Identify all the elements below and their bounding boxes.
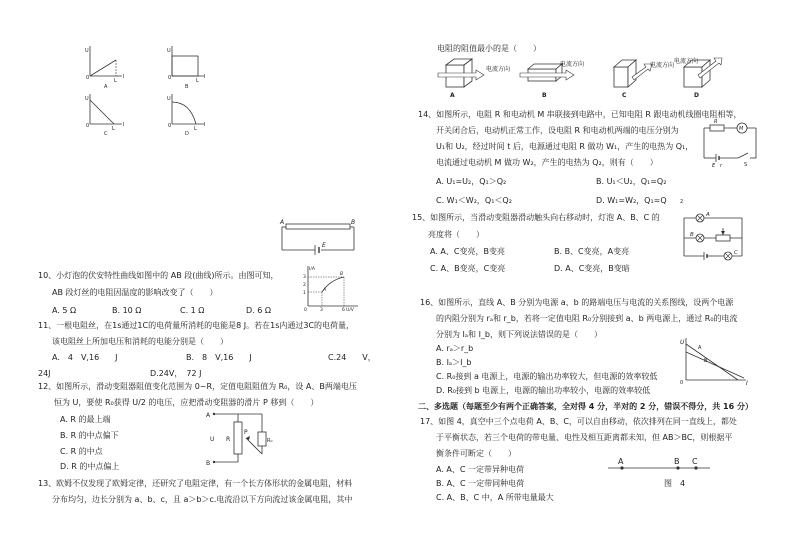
q10-graph-xtick-6: 6: [342, 308, 345, 312]
block-option-d: [674, 57, 722, 99]
q16-fig-i: I: [746, 380, 748, 386]
panel-d-o: 0: [168, 123, 172, 129]
q13-line1: 13、欧姆不仅发现了欧姆定律，还研究了电阻定律，有一个长方体形状的金属电阻，材料: [38, 479, 353, 488]
q17-line2: 于平衡状态，若三个电荷的带电量、电性及相互距离都未知，但 AB＞BC，则根据平: [436, 433, 733, 442]
q12-fig-r: R: [226, 436, 231, 443]
panel-d-x: I: [204, 122, 206, 128]
block-option-a: [438, 59, 510, 99]
q12-fig-a: A: [206, 412, 211, 419]
q16-line1: 16、如图所示，直线 A、B 分别为电源 a、b 的路端电压与电流的关系图线，设两个电源: [420, 298, 734, 307]
q15-opt-d: D. A、C变亮，B变暗: [554, 264, 630, 273]
q10-graph-o: 0: [304, 308, 307, 312]
q12-line1: 12、如图所示，滑动变阻器阻值变化范围为 0~R，定值电阻阻值为 R₀，设 A、B两端电压: [38, 382, 357, 391]
q17-fig-c: C: [692, 457, 698, 466]
q13-line2: 分布均匀，边长分别为 a、b、c，且 a＞b＞c.电流沿以下方向流过该金属电阻，其中: [52, 495, 353, 504]
q11-opt-c-cont: 24J: [38, 369, 51, 378]
q10-graph-ytick-3: 3: [303, 275, 306, 280]
q16-opt-d: D. R₀接到 b 电源上，电源的输出功率较小，电源的效率较低: [436, 386, 651, 395]
block-a-label: A: [450, 92, 455, 99]
q10-opt-b: B. 10 Ω: [112, 306, 142, 315]
q10-graph-ytick-2: 2: [303, 283, 306, 288]
q17-charges-figure: [604, 456, 714, 492]
tube-label-a: A: [280, 219, 285, 226]
q13-cont: 电阻的阻值最小的是（ ）: [437, 44, 541, 53]
q14-opt-d-sub: 2: [680, 199, 684, 205]
q16-ui-graph: [676, 334, 752, 386]
q15-line2: 亮度将（ ）: [428, 230, 484, 239]
q15-opt-b: B. B、C变亮，A变亮: [554, 247, 630, 256]
block-b-arrow: 电流方向: [560, 61, 585, 68]
panel-b-cap: B: [185, 84, 189, 90]
q14-line2: 开关闭合后，电动机正常工作，设电阻 R 和电动机两端的电压分别为: [436, 126, 679, 135]
q14-opt-a: A. U₁=U₂，Q₁＞Q₂: [436, 177, 507, 186]
q12-fig-r0: R₀: [267, 438, 273, 444]
q10-opt-c: C. 1 Ω: [180, 306, 205, 315]
q14-fig-e: E: [712, 163, 716, 168]
q17-opt-b: B. A、C 一定带同种电荷: [436, 479, 525, 488]
q12-rheostat-figure: [204, 408, 276, 468]
q17-fig-caption: 图 4: [664, 479, 686, 488]
panel-c-cap: C: [104, 131, 108, 137]
q12-fig-u: U: [210, 436, 215, 443]
block-b-label: B: [542, 92, 547, 99]
q12-opt-d: D. R 的中点偏上: [60, 462, 120, 471]
section-multiple-choice-heading: 二、多选题（每题至少有两个正确答案，全对得 4 分，半对的 2 分，错误不得分，共 16 分）: [418, 402, 753, 411]
q14-line4: 电流通过电动机 M 做功 W₂，产生的电热为 Q₂，则有（ ）: [436, 158, 658, 167]
q15-circuit-figure: [676, 210, 752, 266]
panel-c-x: I: [123, 122, 125, 128]
panel-a-o: 0: [86, 75, 90, 81]
q16-opt-a: A. rₐ＞r_b: [436, 344, 474, 353]
q12-opt-b: B. R 的中点偏下: [60, 431, 119, 440]
q14-opt-b: B. U₁＜U₂，Q₁=Q₂: [596, 177, 667, 186]
tube-label-e: E: [322, 242, 326, 249]
q17-line1: 17、如图 4，真空中三个点电荷 A、B、C，可以自由移动，依次排列在同一直线上，都处: [420, 417, 737, 426]
q10-line1: 10、小灯泡的伏安特性曲线如图中的 AB 段(曲线)所示。由图可知，: [38, 271, 279, 280]
graph-panel-a: [85, 46, 124, 90]
tube-circuit-figure: [278, 218, 360, 258]
graph-panel-c: [85, 94, 124, 137]
block-d-arrow: 电流方向: [674, 58, 699, 65]
panel-a-cap: A: [104, 84, 108, 90]
q14-fig-r: R: [714, 119, 718, 125]
q14-line3: U₁和 U₂，经过时间 t 后，电源通过电阻 R 做功 W₁，产生的电热为 Q₁，: [436, 142, 694, 151]
q11-opt-c: C.24 V，: [328, 353, 376, 362]
panel-b-l: L: [196, 78, 199, 84]
q14-line1: 14、如图所示，电阻 R 和电动机 M 串联接到电路中，已知电阻 R 跟电动机线圈电阻相等，: [418, 110, 742, 119]
panel-a-l: L: [114, 78, 117, 84]
q15-fig-a: A: [706, 212, 710, 218]
block-option-b: [520, 60, 584, 99]
panel-b-o: 0: [168, 75, 172, 81]
block-a-arrow: 电流方向: [486, 66, 511, 73]
q17-fig-a: A: [618, 457, 624, 466]
q10-graph-ylabel: I/A: [309, 267, 315, 272]
q11-opt-d: D.24V， 72 J: [150, 369, 202, 378]
q16-fig-u: U: [680, 339, 685, 346]
q17-fig-b: B: [674, 457, 680, 466]
q12-line2: 恒为 U，要使 R₀获得 U/2 的电压，应把滑动变阻器的滑片 P 移到（ ）: [54, 398, 319, 407]
q16-opt-b: B. Iₐ＞I_b: [436, 358, 472, 367]
q11-opt-a: A. 4 V,16 J: [52, 353, 118, 362]
q17-opt-c: C. A、B、C 中，A 所带电量最大: [436, 493, 554, 502]
q17-opt-a: A. A、C 一定带异种电荷: [436, 465, 525, 474]
q14-opt-d: D. W₁=W₂，Q₁=Q: [596, 196, 667, 205]
q17-line3: 衡条件可断定（ ）: [436, 449, 516, 458]
q10-graph-pa: A: [323, 288, 327, 293]
q10-graph-xtick-3: 3: [320, 308, 323, 312]
panel-b-x: I: [204, 74, 206, 80]
q15-line1: 15、如图所示，当滑动变阻器滑动触头向右移动时，灯泡 A、B、C 的: [412, 213, 660, 222]
q10-graph-ytick-1: 1: [303, 291, 306, 296]
q14-fig-r-int: r: [720, 163, 723, 168]
q14-fig-s: S: [744, 162, 748, 168]
block-d-label: D: [694, 92, 699, 99]
q14-fig-m: M: [739, 126, 744, 132]
q12-fig-b: B: [206, 460, 211, 467]
q15-opt-a: A. A、C变亮，B变亮: [430, 247, 505, 256]
q14-circuit-figure: [698, 118, 762, 168]
q14-opt-c: C. W₁＜W₂，Q₁＜Q₂: [436, 196, 512, 205]
q16-fig-o: 0: [680, 380, 684, 386]
q16-line3: 分别为 Iₐ和 I_b，则下列说法错误的是（ ）: [436, 330, 603, 339]
q12-fig-p: P: [244, 429, 248, 436]
block-c-arrow: 电流方向: [650, 62, 675, 69]
q11-opt-b: B. 8 V,16 J: [186, 353, 252, 362]
q10-opt-d: D. 6 Ω: [246, 306, 271, 315]
tube-label-b: B: [351, 219, 356, 226]
q15-fig-c: C: [734, 250, 738, 256]
q10-graph-pb: B: [340, 272, 344, 277]
q12-opt-c: C. R 的中点: [60, 447, 103, 456]
panel-b-y: U: [167, 48, 171, 54]
q15-fig-b: B: [690, 232, 694, 238]
q16-fig-a: A: [698, 345, 702, 351]
q10-graph-xlabel: U/V: [346, 308, 354, 312]
panel-a-y: U: [85, 48, 89, 54]
q13-blocks-figure: [436, 55, 736, 101]
q16-fig-b: B: [704, 358, 708, 364]
q11-line2: 该电阻丝上所加电压和消耗的电能分别是（ ）: [52, 337, 228, 346]
q11-line1: 11、一根电阻丝，在1s通过1C的电荷量所消耗的电能是8 J。若在1s内通过3C的电荷量，: [38, 321, 355, 330]
panel-d-cap: D: [185, 131, 189, 137]
q12-opt-a: A. R 的最上端: [60, 415, 111, 424]
block-c-label: C: [622, 92, 627, 99]
q10-iu-graph: [300, 262, 362, 312]
panel-d-y: U: [167, 96, 171, 102]
block-option-c: [614, 60, 674, 99]
q10-line2: AB 段灯丝的电阻因温度的影响改变了（ ）: [52, 288, 218, 297]
q16-line2: 的内阻分别为 rₐ和 r_b，若将一定值电阻 R₀分别接到 a、b 两电源上，通过 R₀的电流: [436, 314, 738, 323]
panel-c-y: U: [85, 96, 89, 102]
q16-opt-c: C. R₀接到 a 电源上，电源的输出功率较大，但电源的效率较低: [436, 372, 658, 381]
panel-d-l: L: [194, 126, 197, 132]
graph-panel-b: [167, 46, 205, 90]
panel-a-x: I: [123, 74, 125, 80]
panel-c-l: L: [112, 126, 115, 132]
panel-c-o: 0: [86, 123, 90, 129]
uI-graphs-figure: [80, 42, 210, 137]
q10-opt-a: A. 5 Ω: [52, 306, 77, 315]
graph-panel-d: [167, 94, 205, 137]
q15-opt-c: C. A、B变亮，C变亮: [430, 264, 506, 273]
